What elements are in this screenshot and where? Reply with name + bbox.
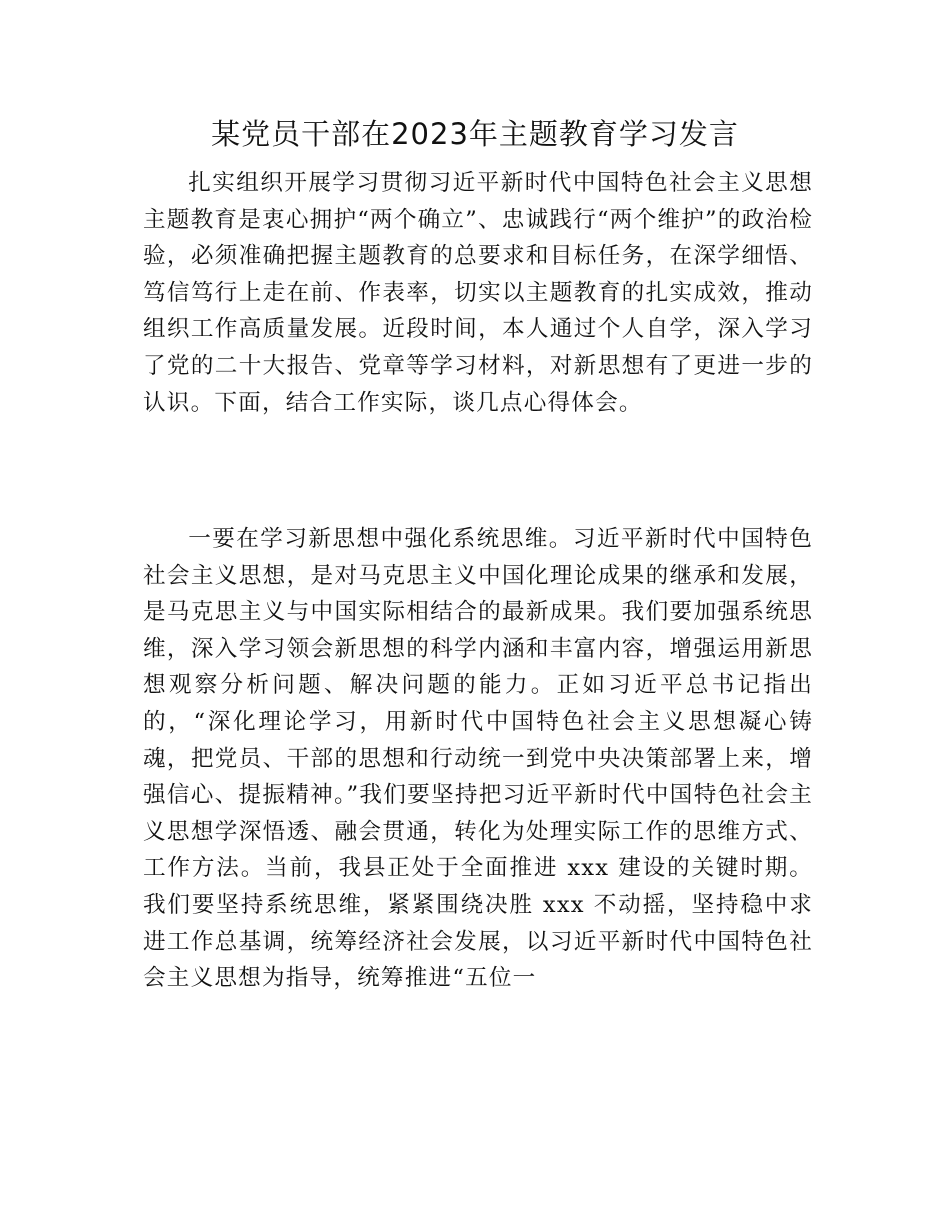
document-title: 某党员干部在2023年主题教育学习发言 xyxy=(211,117,739,151)
body-paragraph-point-one: 一要在学习新思想中强化系统思维。习近平新时代中国特色社会主义思想，是对马克思主义中国化理论成果的继承和发展，是马克思主义与中国实际相结合的最新成果。我们要加强系统思维，深入学习领会新思想的科学内涵和丰富内容，增强运用新思想观察分析问题、解决问题的能力。正如习近平总书记指出的，“深化理论学习，用新时代中国特色社会主义思想凝心铸魂，把党员、干部的思想和行动统一到党中央决策部署上来，增强信心、提振精神。”我们要坚持把习近平新时代中国特色社会主义思想学深悟透、融会贯通，转化为处理实际工作的思维方式、工作方法。当前，我县正处于全面推进 xxx 建设的关键时期。我们要坚持系统思维，紧紧围绕决胜 xxx 不动摇，坚持稳中求进工作总基调，统筹经济社会发展，以习近平新时代中国特色社会主义思想为指导，统筹推进“五位一 xyxy=(143,526,813,992)
body-paragraph-intro: 扎实组织开展学习贯彻习近平新时代中国特色社会主义思想主题教育是衷心拥护“两个确立”、忠诚践行“两个维护”的政治检验，必须准确把握主题教育的总要求和目标任务，在深学细悟、笃信笃行上走在前、作表率，切实以主题教育的扎实成效，推动组织工作高质量发展。近段时间，本人通过个人自学，深入学习了党的二十大报告、党章等学习材料，对新思想有了更进一步的认识。下面，结合工作实际，谈几点心得体会。 xyxy=(143,170,813,416)
